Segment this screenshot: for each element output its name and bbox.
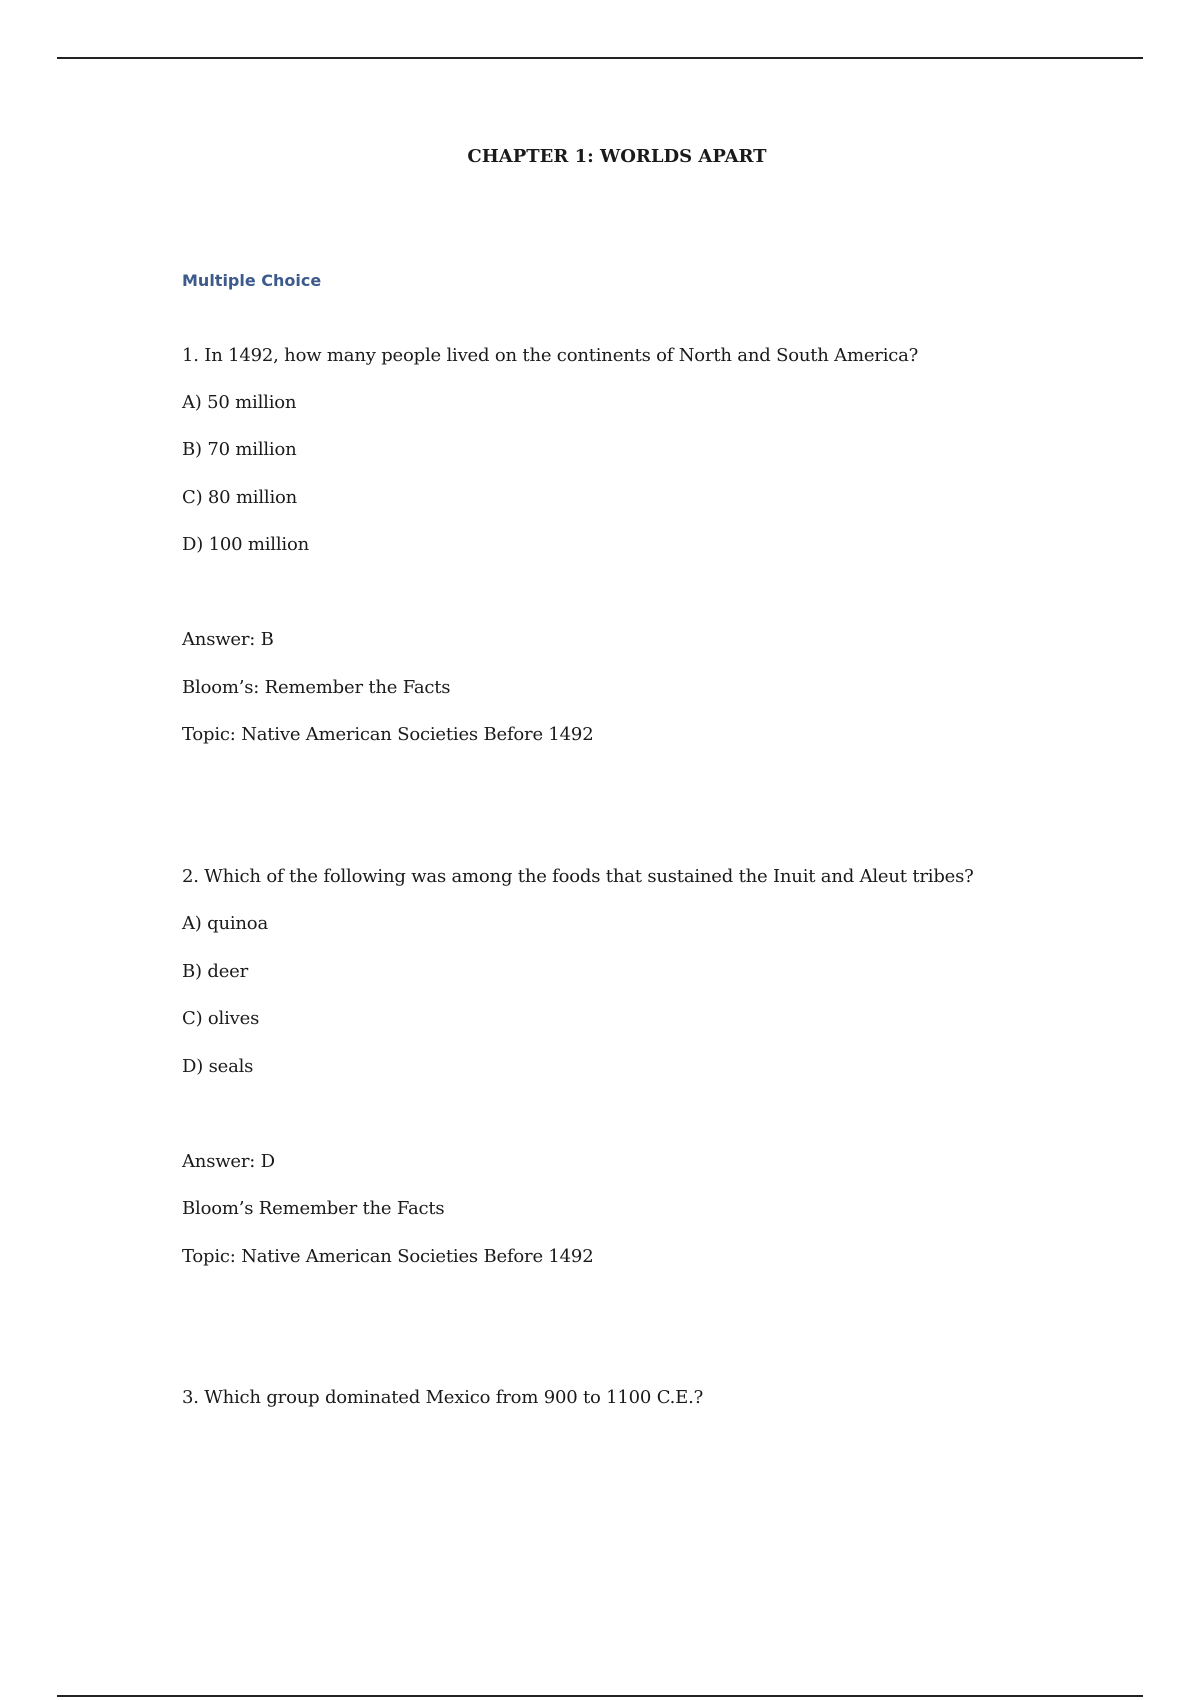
question-1-text: 1. In 1492, how many people lived on the continents of North and South America? — [182, 345, 919, 366]
header-rule — [57, 57, 1143, 59]
question-1-option-c: C) 80 million — [182, 487, 298, 508]
question-1-option-a: A) 50 million — [182, 392, 297, 413]
question-2-option-d: D) seals — [182, 1056, 254, 1077]
question-1-blooms: Bloom’s: Remember the Facts — [182, 677, 451, 698]
question-1-option-d: D) 100 million — [182, 534, 309, 555]
footer-rule — [57, 1695, 1143, 1697]
chapter-title: CHAPTER 1: WORLDS APART — [467, 146, 767, 167]
question-2-text: 2. Which of the following was among the foods that sustained the Inuit and Aleut tribes? — [182, 866, 974, 887]
section-heading: Multiple Choice — [182, 271, 322, 290]
question-3-text: 3. Which group dominated Mexico from 900 to 1100 C.E.? — [182, 1387, 704, 1408]
question-2-option-a: A) quinoa — [182, 913, 268, 934]
question-2-option-c: C) olives — [182, 1008, 260, 1029]
question-1-answer: Answer: B — [182, 629, 274, 650]
question-2-blooms: Bloom’s Remember the Facts — [182, 1198, 445, 1219]
question-1-option-b: B) 70 million — [182, 439, 297, 460]
question-2-answer: Answer: D — [182, 1151, 275, 1172]
question-2-option-b: B) deer — [182, 961, 249, 982]
question-2-topic: Topic: Native American Societies Before 1492 — [182, 1246, 594, 1267]
question-1-topic: Topic: Native American Societies Before 1492 — [182, 724, 594, 745]
